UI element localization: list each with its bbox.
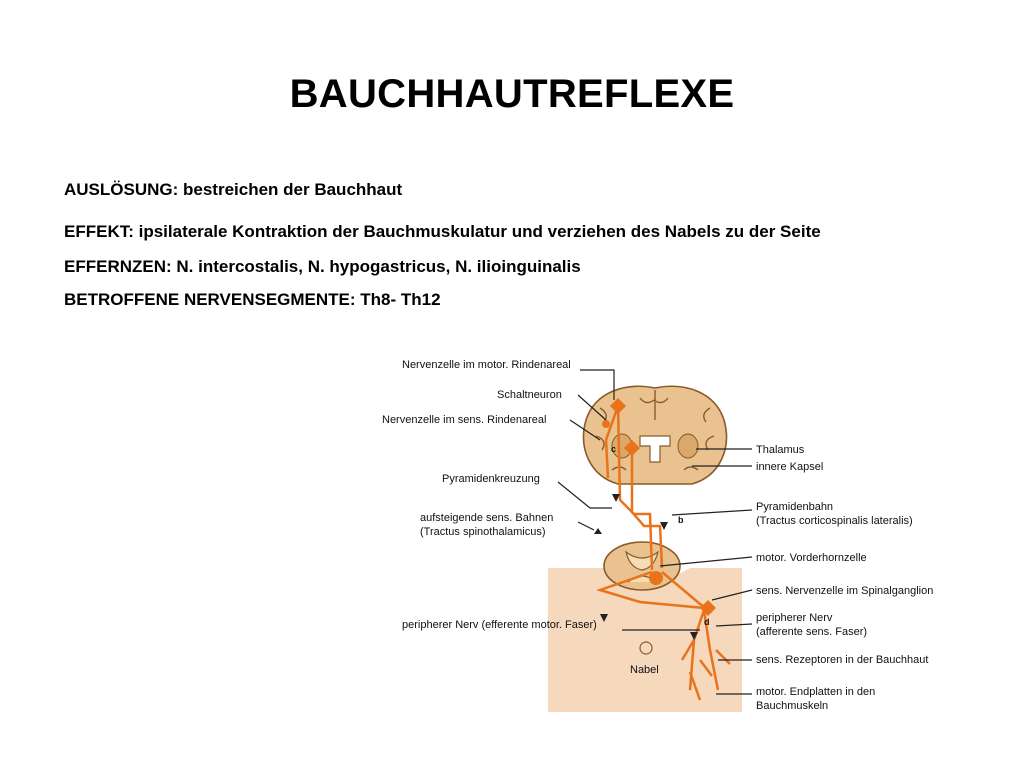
info-nervensegmente: BETROFFENE NERVENSEGMENTE: Th8- Th12 [64, 290, 441, 309]
label-spinalganglion: sens. Nervenzelle im Spinalganglion [756, 585, 934, 597]
marker-c: c [611, 444, 617, 454]
label-sens-cortex-neuron: Nervenzelle im sens. Rindenareal [382, 414, 547, 426]
label-innere-kapsel: innere Kapsel [756, 461, 824, 473]
label-aufsteigende-bahnen: aufsteigende sens. Bahnen [420, 512, 554, 524]
info-effekt: EFFEKT: ipsilaterale Kontraktion der Bauchmuskulatur und verziehen des Nabels zu der Seite [64, 222, 821, 241]
info-ausloesung: AUSLÖSUNG: bestreichen der Bauchhaut [64, 180, 403, 199]
label-motor-cortex-neuron: Nervenzelle im motor. Rindenareal [402, 359, 571, 371]
slide-title: BAUCHHAUTREFLEXE [289, 72, 735, 116]
marker-d: d [704, 617, 710, 627]
label-vorderhornzelle: motor. Vorderhornzelle [756, 552, 867, 564]
label-rezeptoren: sens. Rezeptoren in der Bauchhaut [756, 654, 929, 666]
label-peripherer-nerv: peripherer Nerv [756, 612, 833, 624]
label-efferent-nerve: peripherer Nerv (efferente motor. Faser) [402, 619, 597, 631]
label-nabel: Nabel [630, 664, 659, 676]
label-tractus-spinothalamicus: (Tractus spinothalamicus) [420, 526, 546, 538]
label-bauchmuskeln: Bauchmuskeln [756, 700, 829, 712]
brain-section [584, 386, 727, 484]
label-pyramidenkreuzung: Pyramidenkreuzung [442, 473, 540, 485]
marker-b: b [678, 515, 684, 525]
label-afferente-faser: (afferente sens. Faser) [756, 626, 868, 638]
label-tractus-corticospinalis: (Tractus corticospinalis lateralis) [756, 515, 913, 527]
label-endplatten: motor. Endplatten in den [756, 686, 876, 698]
label-pyramidenbahn: Pyramidenbahn [756, 501, 834, 513]
label-schaltneuron: Schaltneuron [497, 389, 562, 401]
spinal-cord-section [604, 542, 680, 590]
label-thalamus: Thalamus [756, 444, 805, 456]
info-efferenzen: EFFERNZEN: N. intercostalis, N. hypogastricus, N. ilioinguinalis [64, 257, 581, 276]
